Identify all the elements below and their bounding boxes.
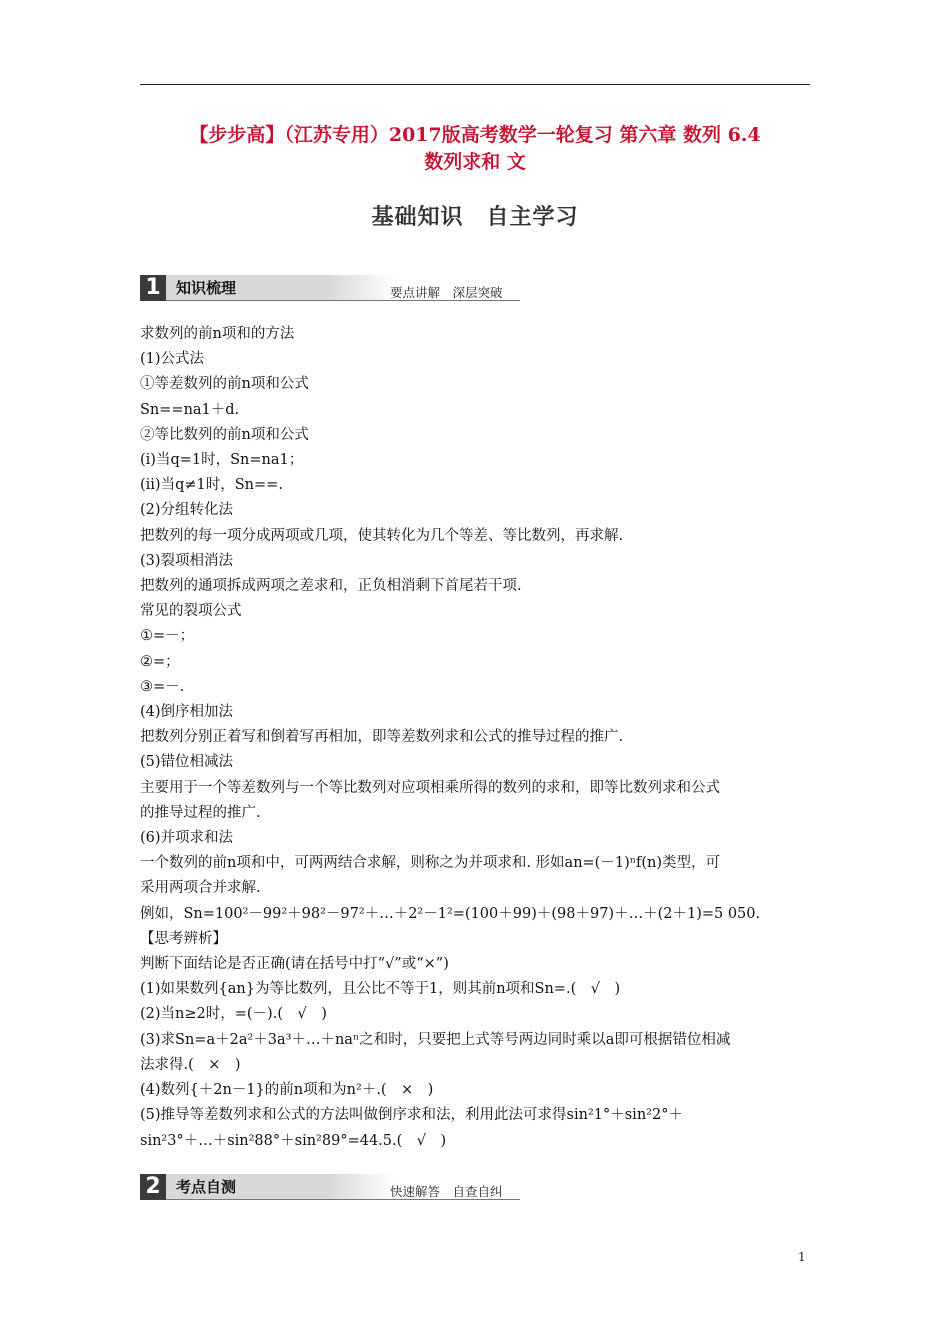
text-line: 常见的裂项公式 — [140, 603, 242, 620]
text-line: ①等差数列的前n项和公式 — [140, 376, 309, 393]
text-line: (2)当n≥2时，=(－).( √ ) — [140, 1006, 327, 1023]
text-line: 把数列分别正着写和倒着写再相加，即等差数列求和公式的推导过程的推广. — [140, 729, 624, 746]
text-line: (5)错位相减法 — [140, 754, 234, 771]
text-line: (ⅰ)当q=1时，Sn=na1； — [140, 452, 304, 469]
text-line: 主要用于一个等差数列与一个等比数列对应项相乘所得的数列的求和，即等比数列求和公式 — [140, 779, 720, 796]
banner-number: 2 — [140, 1174, 166, 1200]
text-line: 一个数列的前n项和中，可两两结合求解，则称之为并项求和. 形如an=(－1)ⁿf(n)类型，可 — [140, 855, 721, 872]
text-line: (3)裂项相消法 — [140, 552, 234, 569]
text-line: 【思考辨析】 — [140, 930, 227, 947]
text-line: (4)倒序相加法 — [140, 704, 234, 721]
text-line: 求数列的前n项和的方法 — [140, 326, 295, 342]
text-line: ③=－. — [140, 678, 185, 695]
banner-tagline: 快速解答 自查自纠 — [390, 1184, 503, 1199]
banner-tagline: 要点讲解 深层突破 — [390, 285, 503, 300]
text-line: (1)公式法 — [140, 351, 205, 368]
text-line: Sn==na1＋d. — [140, 401, 240, 418]
document-title-line-2: 数列求和 文 — [424, 151, 526, 173]
text-line: ②=； — [140, 653, 180, 670]
text-line: (6)并项求和法 — [140, 830, 234, 847]
content-body — [140, 322, 812, 1154]
text-line: ①=－； — [140, 628, 195, 645]
page-number: 1 — [798, 1250, 806, 1264]
banner-label: 知识梳理 — [166, 275, 396, 301]
header-rule — [140, 84, 810, 85]
text-line: 的推导过程的推广. — [140, 804, 261, 821]
banner-number: 1 — [140, 275, 166, 301]
text-line: 例如，Sn=100²－99²＋98²－97²＋…＋2²－1²=(100＋99)＋(98＋97)＋…＋(2＋1)=5 050. — [140, 905, 761, 922]
text-line: (5)推导等差数列求和公式的方法叫做倒序求和法，利用此法可求得sin²1°＋sin²2°＋ — [140, 1107, 683, 1124]
text-line: sin²3°＋…＋sin²88°＋sin²89°=44.5.( √ ) — [140, 1132, 447, 1149]
text-line: 采用两项合并求解. — [140, 880, 261, 897]
text-line: 法求得.( × ) — [140, 1056, 241, 1073]
section-banner-self-test — [140, 1174, 520, 1200]
document-title — [140, 122, 810, 176]
text-line: (1)如果数列{an}为等比数列，且公比不等于1，则其前n项和Sn=.( √ ) — [140, 981, 621, 998]
text-line: ②等比数列的前n项和公式 — [140, 426, 309, 443]
banner-label: 考点自测 — [166, 1174, 396, 1200]
text-line: 判断下面结论是否正确(请在括号中打“√”或“×”) — [140, 956, 449, 973]
text-line: (2)分组转化法 — [140, 502, 234, 519]
section-banner-knowledge — [140, 275, 520, 301]
text-line: (3)求Sn=a＋2a²＋3a³＋…＋naⁿ之和时，只要把上式等号两边同时乘以a即可根据错位相减 — [140, 1031, 731, 1048]
document-title-line-1: 【步步高】（江苏专用）2017版高考数学一轮复习 第六章 数列 6.4 — [189, 124, 761, 146]
text-line: (4)数列{＋2n－1}的前n项和为n²＋.( × ) — [140, 1082, 434, 1099]
text-line: 把数列的每一项分成两项或几项，使其转化为几个等差、等比数列，再求解. — [140, 527, 624, 544]
section-heading: 基础知识 自主学习 — [371, 205, 579, 230]
text-line: (ⅱ)当q≠1时，Sn==. — [140, 477, 283, 494]
text-line: 把数列的通项拆成两项之差求和，正负相消剩下首尾若干项. — [140, 578, 522, 595]
